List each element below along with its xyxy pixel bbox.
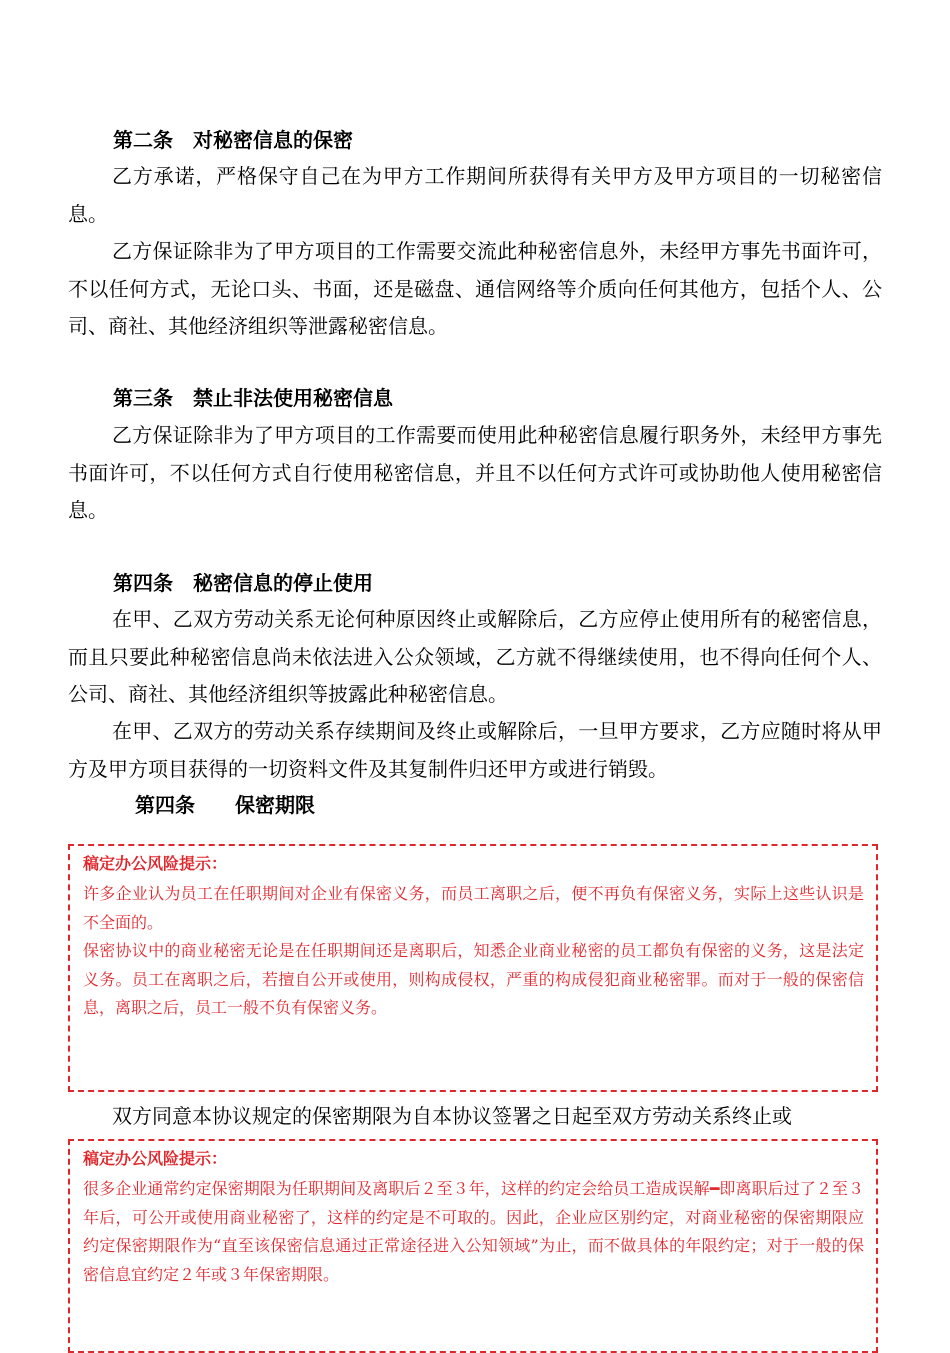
section-heading-2: 第二条 对秘密信息的保密 xyxy=(113,128,353,152)
section-heading-3: 第三条 禁止非法使用秘密信息 xyxy=(113,386,393,410)
section-2-paragraph-1: 乙方承诺，严格保守自己在为甲方工作期间所获得有关甲方及甲方项目的一切秘密信息。 xyxy=(68,164,882,226)
section-5-paragraph-1: 双方同意本协议规定的保密期限为自本协议签署之日起至双方劳动关系终止或 xyxy=(112,1104,792,1128)
section-3-paragraph-1: 乙方保证除非为了甲方项目的工作需要而使用此种秘密信息履行职务外，未经甲方事先书面许可，不以任何方式自行使用秘密信息，并且不以任何方式许可或协助他人使用秘密信息。 xyxy=(68,423,882,522)
section-4-paragraph-1: 在甲、乙双方劳动关系无论何种原因终止或解除后，乙方应停止使用所有的秘密信息，而且只要此种秘密信息尚未依法进入公众领域，乙方就不得继续使用，也不得向任何个人、公司、商社、其他经济组织等披露此种秘密信息。 xyxy=(68,607,882,706)
risk-note-box-2 xyxy=(68,1139,878,1353)
risk-note-paragraph: 很多企业通常约定保密期限为任职期间及离职后２至３年，这样的约定会给员工造成误解━即离职后过了２至３年后，可公开或使用商业秘密了，这样的约定是不可取的。因此，企业应区别约定，对商业秘密的保密期限应约定保密期限作为“直至该保密信息通过正常途径进入公知领域”为止，而不做具体的年限约定；对于一般的保密信息宜约定２年或３年保密期限。 xyxy=(83,1179,864,1284)
risk-note-title: 稿定办公风险提示： xyxy=(83,1149,228,1168)
risk-note-box-1 xyxy=(68,844,878,1092)
section-heading-5: 第四条 保密期限 xyxy=(135,793,315,817)
risk-note-paragraph: 许多企业认为员工在任职期间对企业有保密义务，而员工离职之后，便不再负有保密义务，实际上这些认识是不全面的。 xyxy=(83,884,864,932)
risk-note-title: 稿定办公风险提示： xyxy=(83,854,228,873)
section-heading-4: 第四条 秘密信息的停止使用 xyxy=(113,571,373,595)
risk-note-paragraph: 保密协议中的商业秘密无论是在任职期间还是离职后，知悉企业商业秘密的员工都负有保密的义务，这是法定义务。员工在离职之后，若擅自公开或使用，则构成侵权，严重的构成侵犯商业秘密罪。而对于一般的保密信息，离职之后，员工一般不负有保密义务。 xyxy=(83,941,864,1017)
section-4-paragraph-2: 在甲、乙双方的劳动关系存续期间及终止或解除后，一旦甲方要求，乙方应随时将从甲方及甲方项目获得的一切资料文件及其复制件归还甲方或进行销毁。 xyxy=(68,719,882,781)
section-2-paragraph-2: 乙方保证除非为了甲方项目的工作需要交流此种秘密信息外，未经甲方事先书面许可，不以任何方式，无论口头、书面，还是磁盘、通信网络等介质向任何其他方，包括个人、公司、商社、其他经济组织等泄露秘密信息。 xyxy=(68,239,882,338)
